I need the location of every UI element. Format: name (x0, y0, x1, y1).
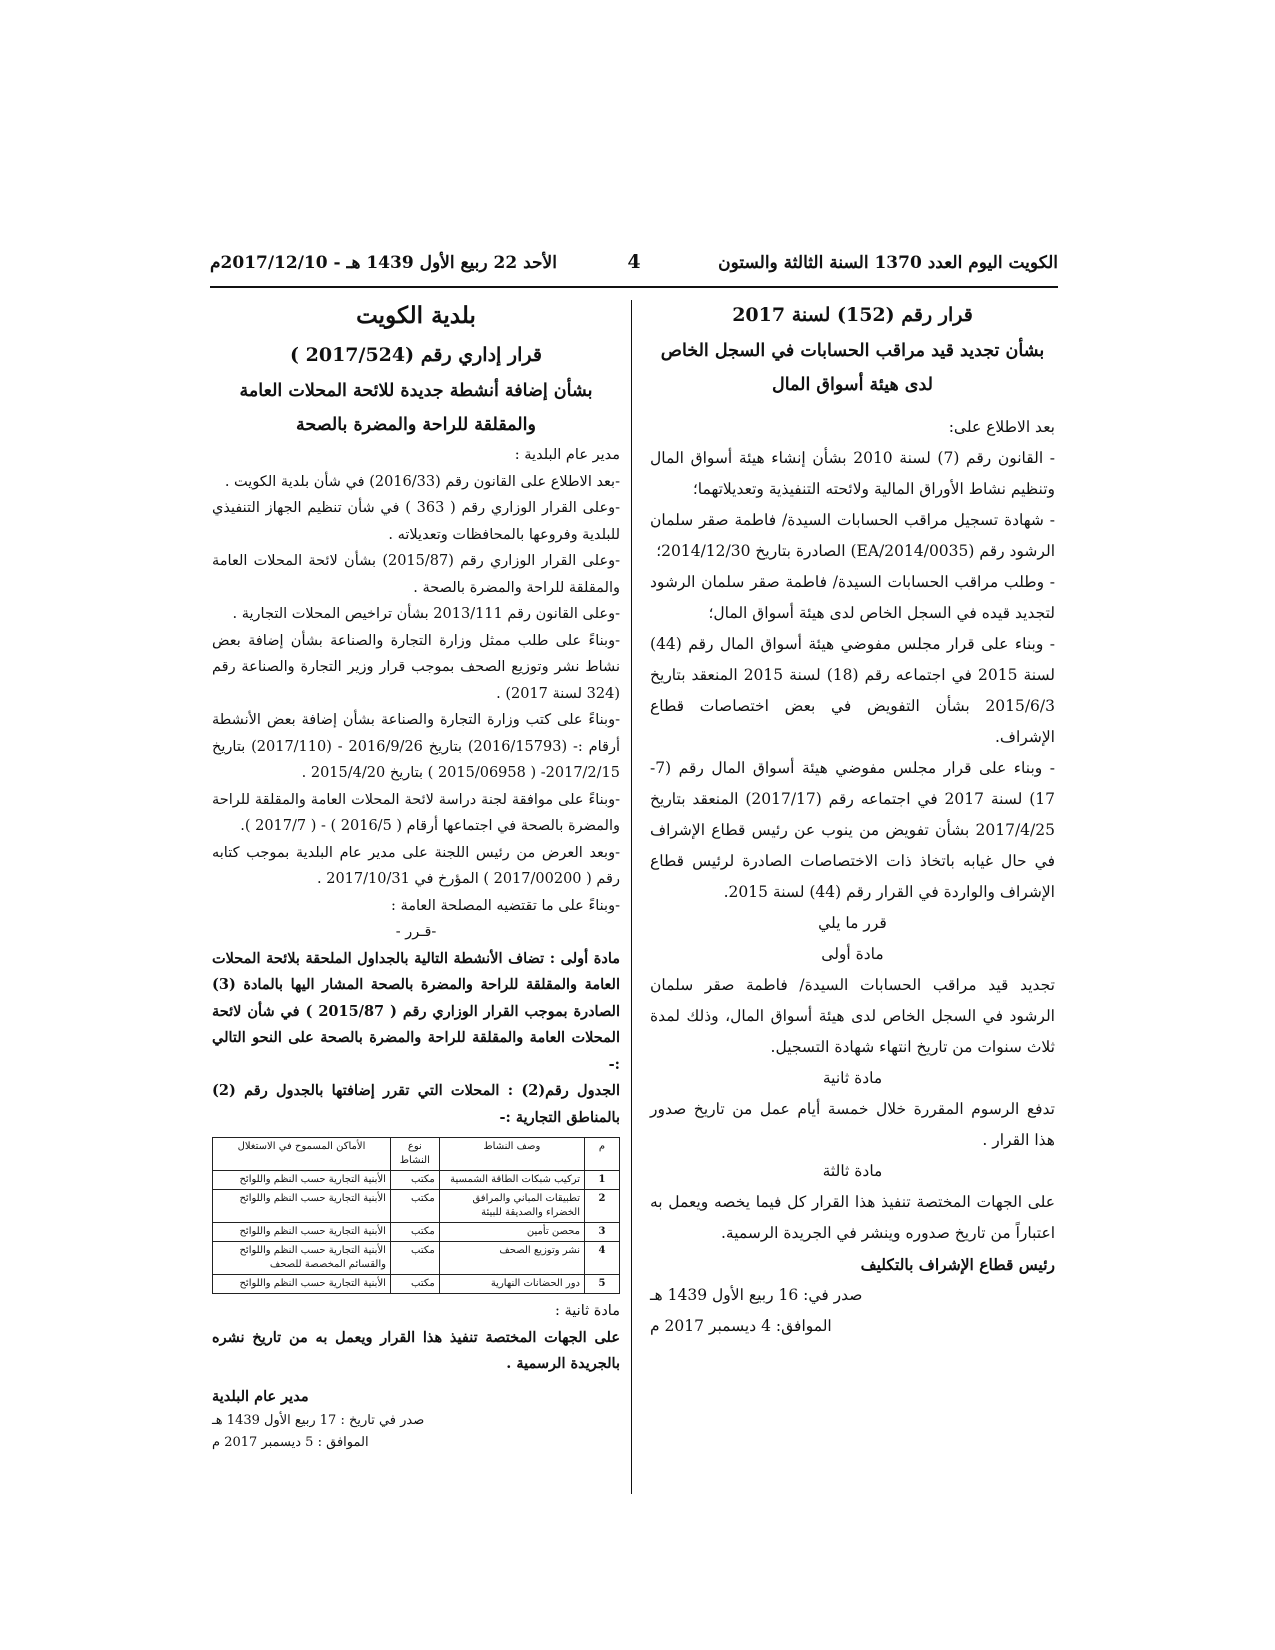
paragraph: -بعد الاطلاع على القانون رقم (2016/33) في شأن بلدية الكويت . (224, 473, 620, 490)
issue-info: الكويت اليوم العدد 1370 السنة الثالثة والستون (718, 253, 1058, 273)
article-heading: مادة ثالثة (822, 1162, 883, 1180)
activity-description: تطبيقات المباني والمرافق الخضراء والصديقة للبيئة (439, 1190, 584, 1223)
issued-gregorian: الموافق : 5 ديسمبر 2017 م (212, 1435, 369, 1450)
paragraph: -وبناءً على طلب ممثل وزارة التجارة والصناعة بشأن إضافة بعض نشاط نشر وتوزيع الصحف بموجب قرار وزير التجارة والصناعة رقم (324 لسنة 2017) . (212, 632, 620, 702)
paragraph: - وبناء على قرار مجلس مفوضي هيئة أسواق المال رقم (7-17) لسنة 2017 في اجتماعه رقم (2017/17) المنعقد بتاريخ 2017/4/25 بشأن تفويض من ينوب عن رئيس قطاع الإشراف في حال غيابه باتخاذ ذات الاختصاصات الصادرة لرئيس قطاع الإشراف والواردة في القرار رقم (44) لسنة 2015. (650, 759, 1055, 901)
article-heading: مادة أولى (821, 945, 884, 963)
row-number: 1 (585, 1171, 620, 1190)
column-divider (631, 300, 632, 1494)
activity-description: نشر وتوزيع الصحف (439, 1242, 584, 1275)
municipality-title: بلدية الكويت (356, 302, 476, 329)
paragraph: -وبناءً على ما تقتضيه المصلحة العامة : (390, 897, 620, 914)
paragraph: -وبعد العرض من رئيس اللجنة على مدير عام البلدية بموجب كتابه رقم ( 2017/00200 ) المؤرخ في 2017/10/31 . (212, 844, 620, 887)
permitted-places: الأبنية التجارية حسب النظم واللوائح (213, 1171, 391, 1190)
table-row (213, 1171, 620, 1190)
paragraph: -وبناءً على كتب وزارة التجارة والصناعة بشأن إضافة بعض الأنشطة أرقام :- (2016/15793) بتاريخ 2016/9/26 - (2017/110) بتاريخ 2017/2/15- ( 2015/06958 ) بتاريخ 2015/4/20 . (212, 712, 620, 781)
article-text: على الجهات المختصة تنفيذ هذا القرار كل فيما يخصه ويعمل به اعتباراً من تاريخ صدوره وينشر في الجريدة الرسمية. (650, 1193, 1055, 1242)
activity-description: محصن تأمين (439, 1223, 584, 1242)
article-text: على الجهات المختصة تنفيذ هذا القرار ويعمل به من تاريخ نشره بالجريدة الرسمية . (212, 1328, 620, 1372)
decided-heading: -قـرر - (395, 924, 437, 940)
table-row (213, 1275, 620, 1294)
decided-heading: قرر ما يلي (818, 914, 887, 932)
issued-gregorian: الموافق: 4 ديسمبر 2017 م (650, 1317, 832, 1335)
paragraph: -وعلى القرار الوزاري رقم ( 363 ) في شأن تنظيم الجهاز التنفيذي للبلدية وفروعها بالمحافظات وتعديلاته . (212, 500, 621, 543)
decree-subtitle: بشأن تجديد قيد مراقب الحسابات في السجل الخاص (660, 341, 1045, 361)
activities-table (212, 1137, 620, 1294)
row-number: 2 (585, 1190, 620, 1223)
activity-type: مكتب (390, 1190, 439, 1223)
activity-type: مكتب (390, 1171, 439, 1190)
page-header (210, 253, 1058, 283)
paragraph: بعد الاطلاع على: (948, 418, 1055, 436)
row-number: 3 (585, 1223, 620, 1242)
activity-type: مكتب (390, 1275, 439, 1294)
permitted-places: الأبنية التجارية حسب النظم واللوائح (213, 1223, 391, 1242)
paragraph: - القانون رقم (7) لسنة 2010 بشأن إنشاء هيئة أسواق المال وتنظيم نشاط الأوراق المالية ولائحته التنفيذية وتعديلاتهما؛ (650, 449, 1055, 498)
row-number: 5 (585, 1275, 620, 1294)
decree-subtitle: لدى هيئة أسواق المال (771, 375, 934, 395)
permitted-places: الأبنية التجارية حسب النظم واللوائح (213, 1190, 391, 1223)
column-header: نوع النشاط (390, 1138, 439, 1171)
article-text: تدفع الرسوم المقررة خلال خمسة أيام عمل من تاريخ صدور هذا القرار . (650, 1100, 1055, 1149)
column-header: الأماكن المسموح في الاستغلال (213, 1138, 391, 1171)
paragraph: - وطلب مراقب الحسابات السيدة/ فاطمة صقر سلمان الرشود لتجديد قيده في السجل الخاص لدى هيئة أسواق المال؛ (650, 573, 1055, 622)
permitted-places: الأبنية التجارية حسب النظم واللوائح (213, 1275, 391, 1294)
article-heading: مادة ثانية (822, 1069, 883, 1087)
decree-subtitle: والمقلقة للراحة والمضرة بالصحة (296, 415, 536, 435)
cma-decree-column (650, 296, 1055, 1342)
table-intro: الجدول رقم(2) : المحلات التي تقرر إضافتها بالجدول رقم (2) بالمناطق التجارية :- (212, 1082, 620, 1126)
table-row (213, 1190, 620, 1223)
activity-type: مكتب (390, 1242, 439, 1275)
activity-description: دور الحضانات النهارية (439, 1275, 584, 1294)
municipality-decree-column (212, 296, 620, 1454)
activity-description: تركيب شبكات الطاقة الشمسية (439, 1171, 584, 1190)
row-number: 4 (585, 1242, 620, 1275)
paragraph: -وعلى القانون رقم 2013/111 بشأن تراخيص المحلات التجارية . (232, 606, 620, 622)
paragraph: -وعلى القرار الوزاري رقم (2015/87) بشأن لائحة المحلات العامة والمقلقة للراحة والمضرة بالصحة . (212, 553, 620, 596)
issued-hijri: صدر في تاريخ : 17 ربيع الأول 1439 هـ (212, 1413, 425, 1428)
decree-number: قرار إداري رقم (2017/524 ) (290, 344, 542, 366)
decree-title: قرار رقم (152) لسنة 2017 (732, 304, 973, 326)
paragraph: -وبناءً على موافقة لجنة دراسة لائحة المحلات العامة والمقلقة للراحة والمضرة بالصحة في اجتماعها أرقام ( 2016/5 ) - ( 2017/7 ). (212, 791, 620, 834)
article-heading: مادة ثانية : (555, 1303, 620, 1319)
paragraph: - وبناء على قرار مجلس مفوضي هيئة أسواق المال رقم (44) لسنة 2015 في اجتماعه رقم (18) لسنة 2015 المنعقد بتاريخ 2015/6/3 بشأن التفويض في بعض اختصاصات قطاع الإشراف. (650, 635, 1055, 746)
signature: مدير عام البلدية (212, 1387, 309, 1405)
header-rule (210, 286, 1058, 288)
column-header: م (585, 1138, 620, 1171)
table-header-row (213, 1138, 620, 1171)
issued-hijri: صدر في: 16 ربيع الأول 1439 هـ (650, 1286, 863, 1304)
paragraph: - شهادة تسجيل مراقب الحسابات السيدة/ فاطمة صقر سلمان الرشود رقم (EA/2014/0035) الصادرة بتاريخ 2014/12/30؛ (650, 511, 1055, 560)
signature: رئيس قطاع الإشراف بالتكليف (860, 1255, 1055, 1274)
article-text: تجديد قيد مراقب الحسابات السيدة/ فاطمة صقر سلمان الرشود في السجل الخاص لدى هيئة أسواق المال، وذلك لمدة ثلاث سنوات من تاريخ انتهاء شهادة التسجيل. (650, 976, 1055, 1056)
page-number: 4 (627, 251, 641, 273)
column-header: وصف النشاط (439, 1138, 584, 1171)
article-text: مادة أولى : تضاف الأنشطة التالية بالجداول الملحقة بلائحة المحلات العامة والمقلقة للراحة والمضرة بالصحة المشار اليها بالمادة (3) الصادرة بموجب القرار الوزاري رقم ( 2015/87 ) في شأن لائحة المحلات العامة والمقلقة للراحة والمضرة بالصحة على النحو التالي :- (212, 949, 620, 1073)
header-date: الأحد 22 ربيع الأول 1439 هـ - 2017/12/10م (210, 253, 557, 273)
decree-subtitle: بشأن إضافة أنشطة جديدة للائحة المحلات العامة (239, 381, 593, 401)
paragraph: مدير عام البلدية : (514, 447, 620, 463)
table-row (213, 1223, 620, 1242)
activity-type: مكتب (390, 1223, 439, 1242)
table-row (213, 1242, 620, 1275)
permitted-places: الأبنية التجارية حسب النظم واللوائح والقسائم المخصصة للصحف (213, 1242, 391, 1275)
